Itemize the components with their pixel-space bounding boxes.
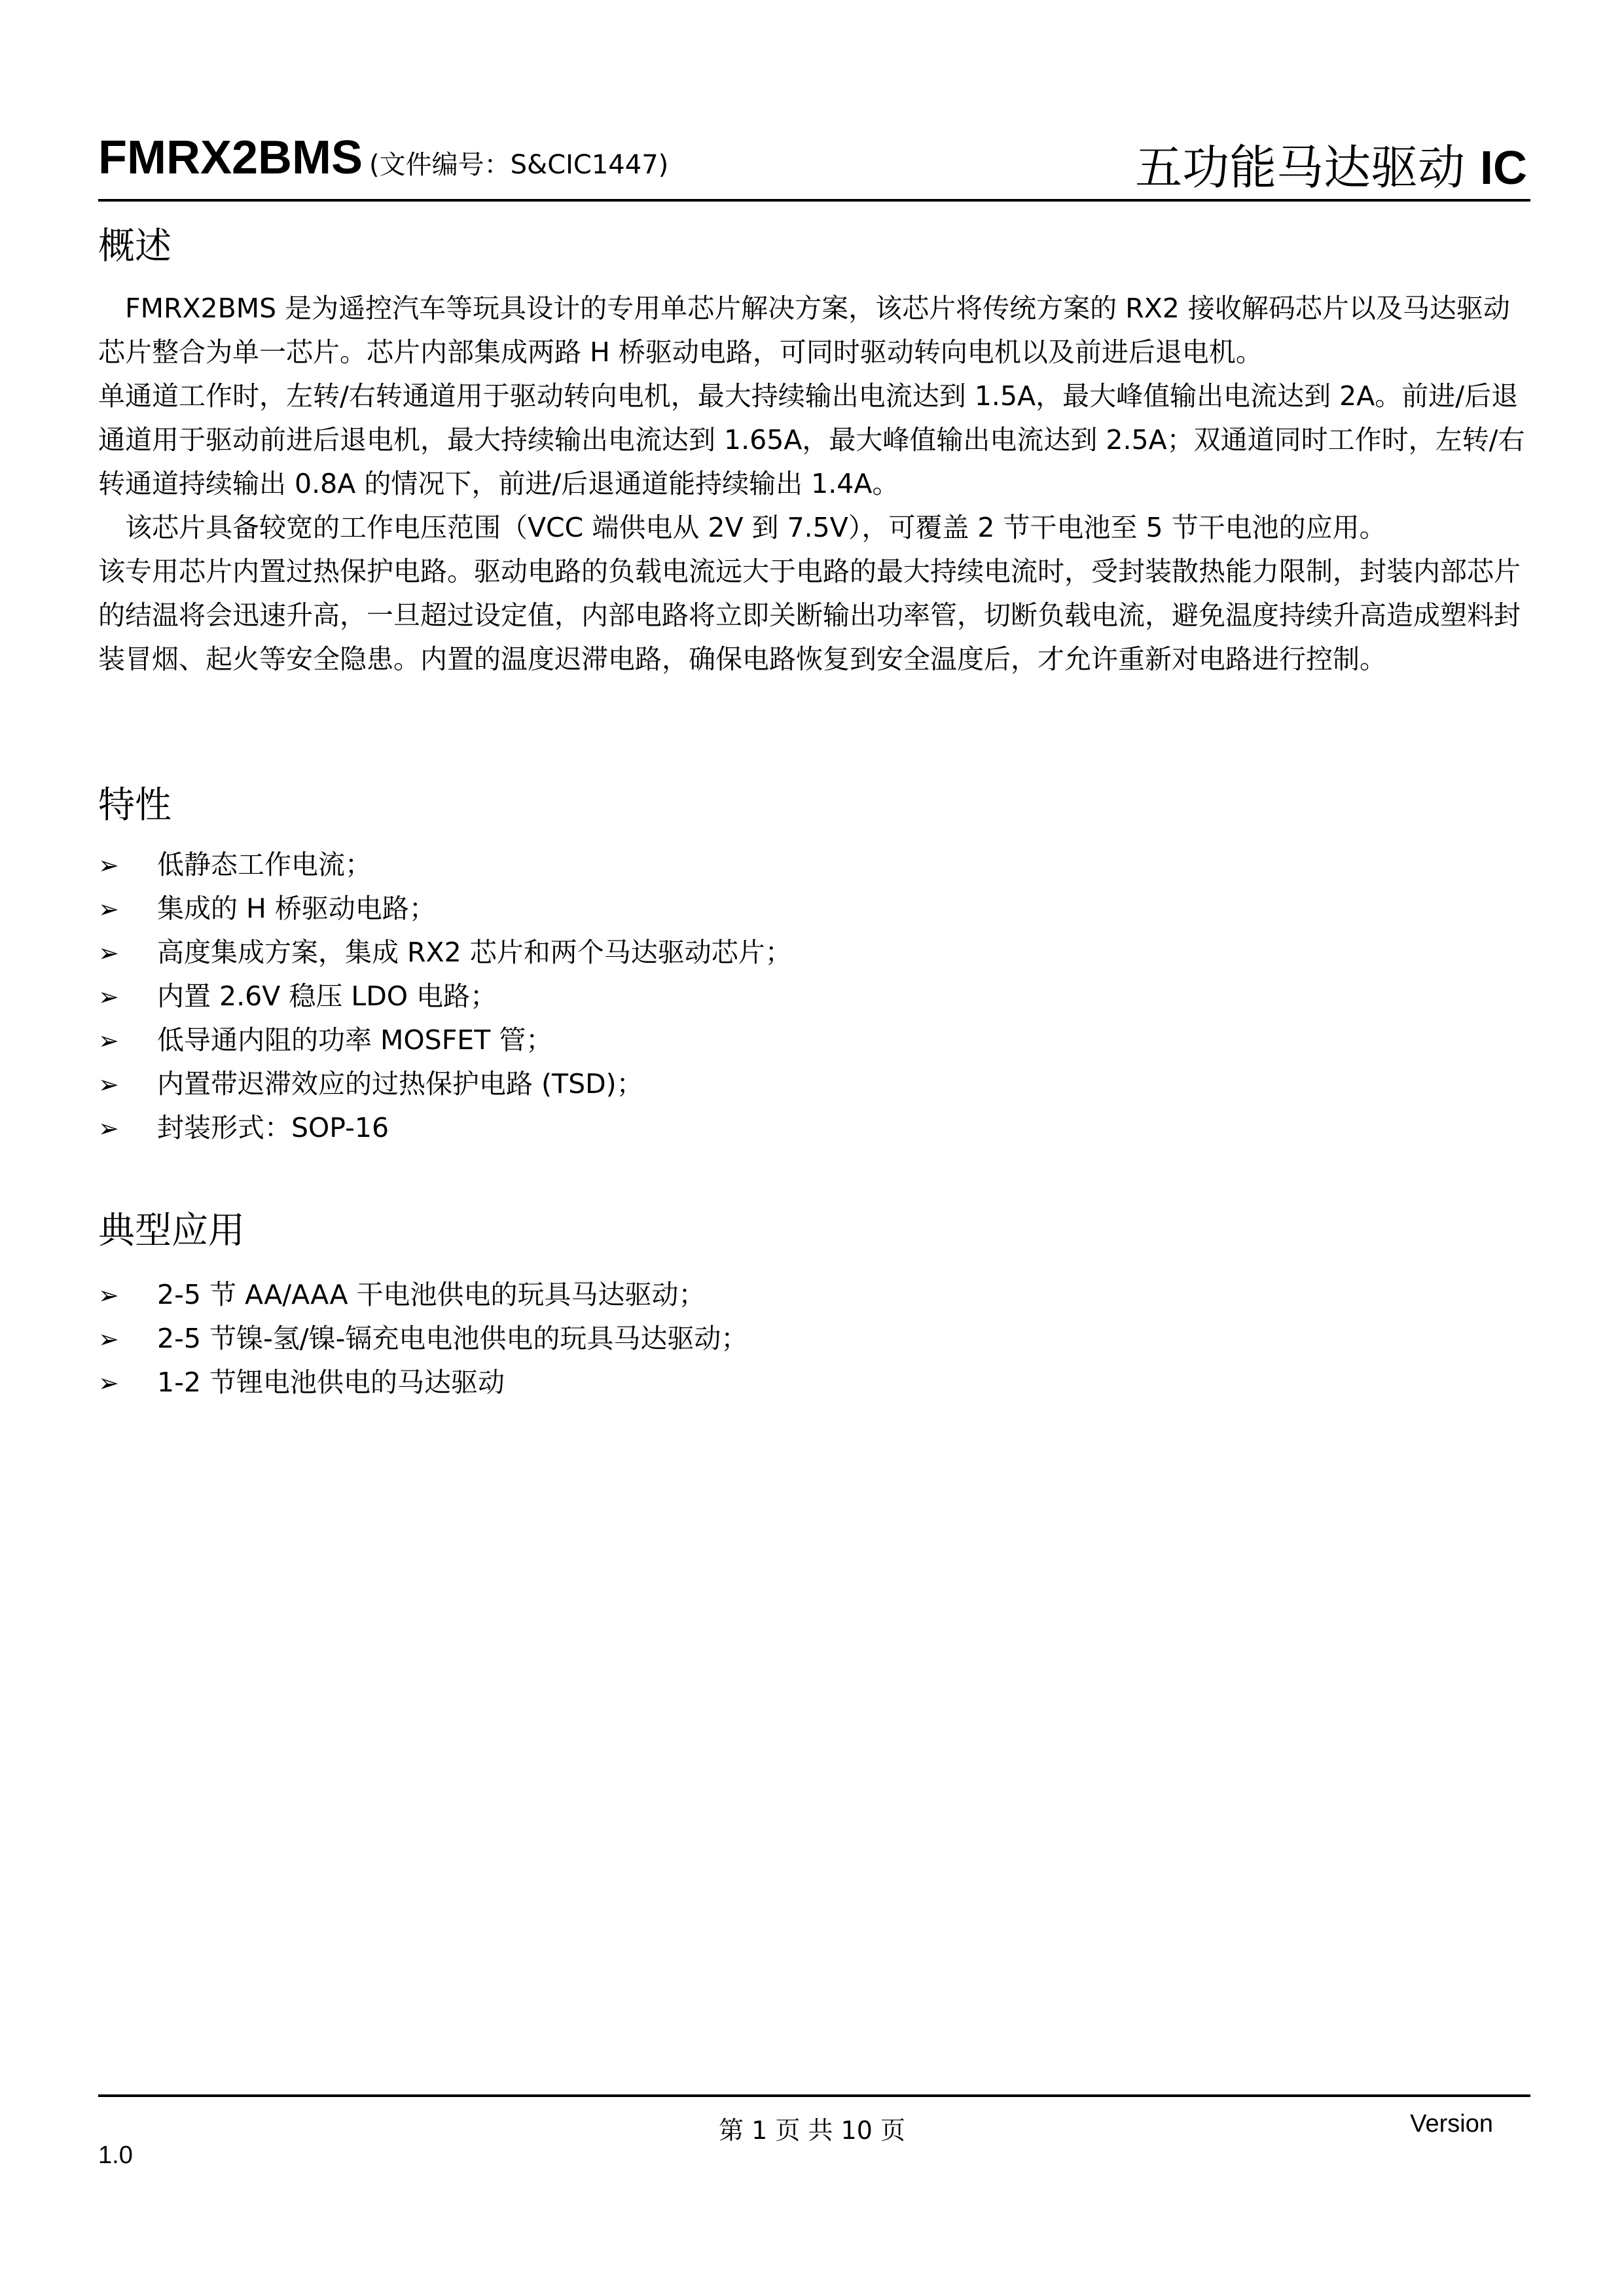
page-number: 第 1 页 共 10 页 (719, 2116, 905, 2145)
list-item (98, 1273, 748, 1317)
overview-body (98, 287, 1532, 681)
list-item-text: 低导通内阻的功率 MOSFET 管； (157, 1024, 553, 1056)
list-item (98, 1361, 748, 1405)
list-item-text: 2-5 节 AA/AAA 干电池供电的玩具马达驱动； (157, 1279, 706, 1310)
list-item (98, 887, 792, 931)
list-item (98, 843, 792, 887)
footer-divider (98, 2094, 1530, 2097)
applications-list (98, 1273, 748, 1405)
overview-paragraph: FMRX2BMS 是为遥控汽车等玩具设计的专用单芯片解决方案，该芯片将传统方案的 RX2 接收解码芯片以及马达驱动芯片整合为单一芯片。芯片内部集成两路 H 桥驱动电路，可同时驱动转向电机以及前进后退电机。 (98, 293, 1510, 368)
list-item-text: 内置 2.6V 稳压 LDO 电路； (157, 980, 497, 1012)
version-number: 1.0 (98, 2142, 133, 2169)
header-title (1135, 130, 1527, 198)
header-title-suffix: IC (1480, 142, 1527, 194)
overview-paragraph: 该芯片具备较宽的工作电压范围（VCC 端供电从 2V 到 7.5V），可覆盖 2 节干电池至 5 节干电池的应用。 (98, 512, 1386, 543)
bullet-arrow-icon: ➢ (98, 851, 119, 880)
version-label: Version (1410, 2110, 1493, 2138)
list-item-text: 集成的 H 桥驱动电路； (157, 893, 436, 924)
bullet-arrow-icon: ➢ (98, 1281, 119, 1310)
list-item (98, 975, 792, 1018)
features-heading: 特性 (98, 784, 171, 827)
bullet-arrow-icon: ➢ (98, 895, 119, 924)
bullet-arrow-icon: ➢ (98, 1114, 119, 1143)
list-item (98, 1317, 748, 1361)
list-item (98, 1106, 792, 1150)
list-item (98, 1018, 792, 1062)
applications-heading: 典型应用 (98, 1210, 245, 1252)
list-item (98, 931, 792, 975)
list-item-text: 内置带迟滞效应的过热保护电路 (TSD)； (157, 1068, 643, 1100)
list-item (98, 1062, 792, 1106)
list-item-text: 2-5 节镍-氢/镍-镉充电电池供电的玩具马达驱动； (157, 1323, 748, 1354)
list-item-text: 封装形式：SOP-16 (157, 1112, 389, 1143)
features-list (98, 843, 792, 1150)
header-left (98, 131, 668, 185)
overview-heading: 概述 (98, 225, 171, 268)
header-title-text: 五功能马达驱动 (1135, 140, 1466, 195)
bullet-arrow-icon: ➢ (98, 1325, 119, 1354)
overview-paragraph: 该专用芯片内置过热保护电路。驱动电路的负载电流远大于电路的最大持续电流时，受封装散热能力限制，封装内部芯片的结温将会迅速升高，一旦超过设定值，内部电路将立即关断输出功率管，切断负载电流，避免温度持续升高造成塑料封装冒烟、起火等安全隐患。内置的温度迟滞电路，确保电路恢复到安全温度后，才允许重新对电路进行控制。 (98, 556, 1521, 675)
list-item-text: 1-2 节锂电池供电的马达驱动 (157, 1367, 505, 1398)
document-number: (文件编号：S&CIC1447) (369, 150, 669, 180)
bullet-arrow-icon: ➢ (98, 1026, 119, 1055)
model-name: FMRX2BMS (98, 132, 363, 184)
bullet-arrow-icon: ➢ (98, 1070, 119, 1099)
list-item-text: 低静态工作电流； (157, 849, 372, 880)
header-divider (98, 199, 1530, 202)
bullet-arrow-icon: ➢ (98, 982, 119, 1011)
overview-paragraph: 单通道工作时，左转/右转通道用于驱动转向电机，最大持续输出电流达到 1.5A，最大峰值输出电流达到 2A。前进/后退通道用于驱动前进后退电机，最大持续输出电流达到 1.65A，最大峰值输出电流达到 2.5A；双通道同时工作时，左转/右转通道持续输出 0.8A 的情况下，前进/后退通道能持续输出 1.4A。 (98, 380, 1525, 499)
bullet-arrow-icon: ➢ (98, 1369, 119, 1397)
bullet-arrow-icon: ➢ (98, 939, 119, 967)
list-item-text: 高度集成方案，集成 RX2 芯片和两个马达驱动芯片； (157, 937, 792, 968)
